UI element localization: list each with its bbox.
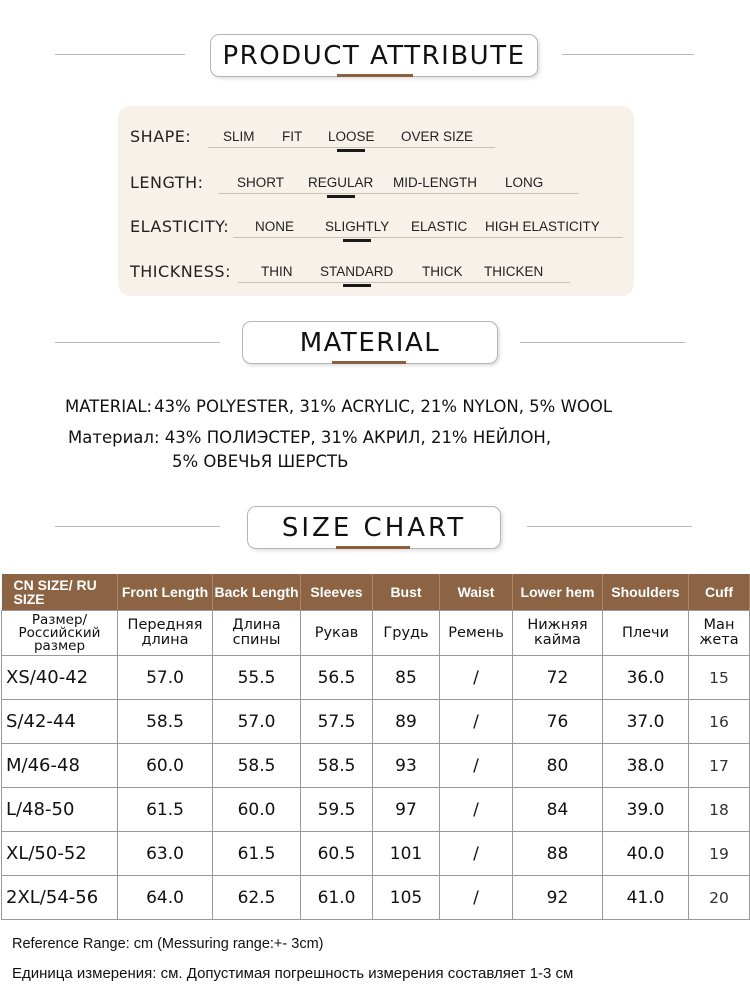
header-cell: CN SIZE/ RU SIZE: [2, 574, 118, 611]
attribute-rule: [208, 147, 495, 148]
selected-marker: [337, 149, 365, 152]
table-row: [2, 656, 750, 700]
table-cell: 89: [373, 700, 440, 744]
option-thicken: THICKEN: [484, 264, 544, 279]
option-loose-selected: LOOSE: [328, 129, 375, 144]
section-title: PRODUCT ATTRIBUTE: [210, 34, 538, 77]
table-cell: 16: [689, 700, 750, 744]
attribute-row-thickness: [118, 250, 634, 290]
option-short: SHORT: [237, 175, 285, 190]
table-cell: 84: [513, 788, 603, 832]
selected-marker: [343, 284, 371, 287]
heading-divider-right: [562, 54, 694, 55]
table-cell: 19: [689, 832, 750, 876]
header-cell-ru: Ман жета: [689, 611, 750, 656]
table-cell: 40.0: [603, 832, 689, 876]
table-row: [2, 700, 750, 744]
table-cell: 93: [373, 744, 440, 788]
header-cell: Waist: [440, 574, 513, 611]
option-slightly-selected: SLIGHTLY: [325, 219, 389, 234]
table-cell: 57.5: [301, 700, 373, 744]
option-thin: THIN: [261, 264, 293, 279]
attribute-rule: [233, 237, 623, 238]
header-cell-ru: Плечи: [603, 611, 689, 656]
attribute-row-shape: [118, 115, 634, 155]
heading-accent: [332, 361, 406, 364]
table-cell: 80: [513, 744, 603, 788]
material-label-ru: Материал:: [68, 428, 160, 447]
table-cell: 105: [373, 876, 440, 920]
material-russian: [68, 428, 551, 447]
heading-divider-left: [55, 342, 220, 343]
table-cell: 64.0: [118, 876, 213, 920]
table-cell: 88: [513, 832, 603, 876]
size-cell: M/46-48: [2, 744, 118, 788]
attribute-label: LENGTH:: [130, 173, 204, 192]
header-cell: Front Length: [118, 574, 213, 611]
table-cell: 57.0: [118, 656, 213, 700]
option-elastic: ELASTIC: [411, 219, 468, 234]
table-cell: 17: [689, 744, 750, 788]
heading-accent: [336, 546, 410, 549]
material-value-ru: 43% ПОЛИЭСТЕР, 31% АКРИЛ, 21% НЕЙЛОН,: [164, 428, 552, 447]
option-fit: FIT: [282, 129, 303, 144]
attribute-label: ELASTICITY:: [130, 217, 230, 236]
header-cell-ru: Нижняя кайма: [513, 611, 603, 656]
size-cell: XL/50-52: [2, 832, 118, 876]
material-russian-line2: 5% ОВЕЧЬЯ ШЕРСТЬ: [172, 452, 349, 471]
table-cell: 36.0: [603, 656, 689, 700]
option-long: LONG: [505, 175, 544, 190]
table-cell: /: [440, 744, 513, 788]
option-slim: SLIM: [223, 129, 255, 144]
attribute-label: SHAPE:: [130, 127, 192, 146]
heading-divider-right: [520, 342, 685, 343]
header-cell: Sleeves: [301, 574, 373, 611]
table-cell: 59.5: [301, 788, 373, 832]
table-row: [2, 876, 750, 920]
table-cell: /: [440, 788, 513, 832]
header-cell-ru: Грудь: [373, 611, 440, 656]
table-cell: 20: [689, 876, 750, 920]
table-cell: /: [440, 700, 513, 744]
table-cell: 101: [373, 832, 440, 876]
table-cell: 39.0: [603, 788, 689, 832]
header-cell-ru: Передняя длина: [118, 611, 213, 656]
heading-divider-left: [55, 54, 185, 55]
reference-note-russian: Единица измерения: см. Допустимая погрешность измерения составляет 1-3 см: [12, 965, 574, 982]
table-cell: 92: [513, 876, 603, 920]
header-cell: Cuff: [689, 574, 750, 611]
attribute-row-length: [118, 161, 634, 201]
size-cell: 2XL/54-56: [2, 876, 118, 920]
option-none: NONE: [255, 219, 295, 234]
option-over-size: OVER SIZE: [401, 129, 474, 144]
size-cell: L/48-50: [2, 788, 118, 832]
header-cell: Back Length: [213, 574, 301, 611]
section-title: MATERIAL: [242, 321, 498, 364]
material-english: [65, 397, 612, 416]
table-cell: 97: [373, 788, 440, 832]
table-cell: 63.0: [118, 832, 213, 876]
table-cell: 58.5: [301, 744, 373, 788]
table-cell: 37.0: [603, 700, 689, 744]
heading-accent: [337, 74, 413, 77]
table-cell: 18: [689, 788, 750, 832]
table-cell: 60.0: [118, 744, 213, 788]
header-cell-ru: Ремень: [440, 611, 513, 656]
header-cell: Lower hem: [513, 574, 603, 611]
table-cell: 56.5: [301, 656, 373, 700]
selected-marker: [327, 195, 355, 198]
option-regular-selected: REGULAR: [308, 175, 373, 190]
header-cell: Shoulders: [603, 574, 689, 611]
header-cell-ru: Рукав: [301, 611, 373, 656]
table-cell: 76: [513, 700, 603, 744]
table-cell: 58.5: [213, 744, 301, 788]
size-cell: XS/40-42: [2, 656, 118, 700]
size-chart-table: [1, 574, 750, 920]
table-row: [2, 832, 750, 876]
table-cell: 55.5: [213, 656, 301, 700]
reference-note-english: Reference Range: cm (Messuring range:+- 3cm): [12, 936, 324, 952]
option-mid-length: MID-LENGTH: [393, 175, 477, 190]
heading-divider-left: [55, 526, 220, 527]
header-row-english: [2, 574, 750, 611]
table-cell: 60.0: [213, 788, 301, 832]
table-cell: 72: [513, 656, 603, 700]
material-label: MATERIAL:: [65, 397, 153, 416]
table-row: [2, 744, 750, 788]
attribute-label: THICKNESS:: [130, 262, 231, 281]
attribute-panel: [118, 106, 634, 296]
attribute-rule: [218, 193, 578, 194]
table-cell: /: [440, 832, 513, 876]
table-cell: 57.0: [213, 700, 301, 744]
table-cell: 61.5: [213, 832, 301, 876]
heading-divider-right: [527, 526, 692, 527]
table-cell: 38.0: [603, 744, 689, 788]
table-cell: 15: [689, 656, 750, 700]
table-cell: /: [440, 656, 513, 700]
attribute-row-elasticity: [118, 205, 634, 245]
material-value: 43% POLYESTER, 31% ACRYLIC, 21% NYLON, 5% WOOL: [154, 397, 613, 416]
selected-marker: [343, 239, 371, 242]
section-title: SIZE CHART: [247, 506, 501, 549]
option-standard-selected: STANDARD: [320, 264, 393, 279]
size-cell: S/42-44: [2, 700, 118, 744]
table-row: [2, 788, 750, 832]
table-cell: 58.5: [118, 700, 213, 744]
table-cell: 60.5: [301, 832, 373, 876]
attribute-rule: [238, 282, 570, 283]
header-cell: Bust: [373, 574, 440, 611]
header-cell-ru: Размер/ Российский размер: [2, 611, 118, 656]
option-thick: THICK: [422, 264, 463, 279]
table-cell: 61.0: [301, 876, 373, 920]
header-row-russian: [2, 611, 750, 656]
table-cell: 41.0: [603, 876, 689, 920]
table-cell: 62.5: [213, 876, 301, 920]
header-cell-ru: Длина спины: [213, 611, 301, 656]
table-cell: /: [440, 876, 513, 920]
table-cell: 61.5: [118, 788, 213, 832]
option-high-elasticity: HIGH ELASTICITY: [485, 219, 600, 234]
table-cell: 85: [373, 656, 440, 700]
